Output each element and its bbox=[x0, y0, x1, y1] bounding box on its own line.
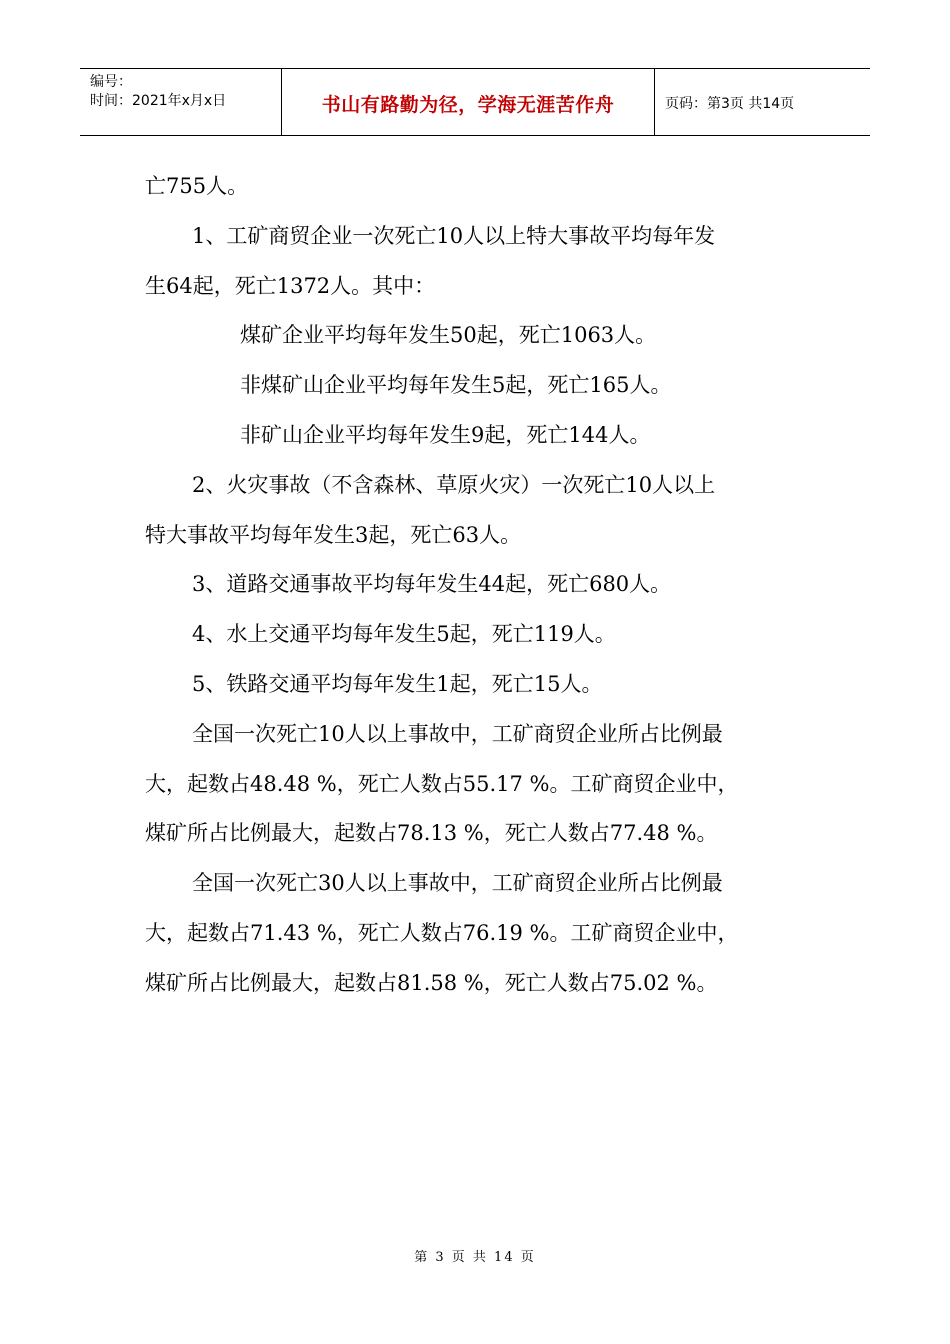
page-header bbox=[80, 68, 870, 136]
paragraph-non-mine: 非矿山企业平均每年发生9起，死亡144人。 bbox=[240, 422, 651, 447]
paragraph-item-1-cont: 生64起，死亡1372人。其中： bbox=[145, 273, 436, 298]
header-motto-cell bbox=[282, 69, 655, 135]
paragraph-item-2: 2、火灾事故（不含森林、草原火灾）一次死亡10人以上 bbox=[192, 472, 716, 497]
paragraph-item-1: 1、工矿商贸企业一次死亡10人以上特大事故平均每年发 bbox=[192, 223, 716, 248]
document-body bbox=[145, 162, 810, 1009]
document-date-label: 时间：2021年x月x日 bbox=[90, 93, 227, 109]
paragraph-item-2-cont: 特大事故平均每年发生3起，死亡63人。 bbox=[145, 522, 522, 547]
paragraph-item-5: 5、铁路交通平均每年发生1起，死亡15人。 bbox=[192, 671, 603, 696]
header-motto: 书山有路勤为径，学海无涯苦作舟 bbox=[321, 93, 615, 116]
paragraph-continuation: 亡755人。 bbox=[145, 174, 249, 198]
header-page-info: 页码：第3页 共14页 bbox=[665, 96, 795, 112]
document-number-label: 编号： bbox=[90, 74, 132, 90]
paragraph-summary-30: 全国一次死亡30人以上事故中，工矿商贸企业所占比例最 bbox=[192, 871, 723, 896]
paragraph-item-4: 4、水上交通平均每年发生5起，死亡119人。 bbox=[192, 622, 616, 647]
paragraph-item-3: 3、道路交通事故平均每年发生44起，死亡680人。 bbox=[192, 572, 672, 597]
paragraph-summary-30-cont2: 煤矿所占比例最大，起数占81.58 %，死亡人数占75.02 %。 bbox=[145, 970, 718, 995]
paragraph-coal-mine: 煤矿企业平均每年发生50起，死亡1063人。 bbox=[240, 323, 657, 348]
paragraph-summary-30-cont1: 大，起数占71.43 %，死亡人数占76.19 %。工矿商贸企业中， bbox=[145, 920, 739, 945]
header-meta-cell bbox=[80, 69, 282, 135]
paragraph-summary-10-cont1: 大，起数占48.48 %，死亡人数占55.17 %。工矿商贸企业中， bbox=[145, 771, 739, 796]
paragraph-non-coal-mine: 非煤矿山企业平均每年发生5起，死亡165人。 bbox=[240, 373, 672, 398]
page-footer bbox=[0, 1246, 950, 1265]
header-page-cell bbox=[655, 69, 870, 135]
paragraph-summary-10: 全国一次死亡10人以上事故中，工矿商贸企业所占比例最 bbox=[192, 721, 723, 746]
paragraph-summary-10-cont2: 煤矿所占比例最大，起数占78.13 %，死亡人数占77.48 %。 bbox=[145, 821, 718, 846]
footer-page-number: 第 3 页 共 14 页 bbox=[414, 1250, 536, 1265]
